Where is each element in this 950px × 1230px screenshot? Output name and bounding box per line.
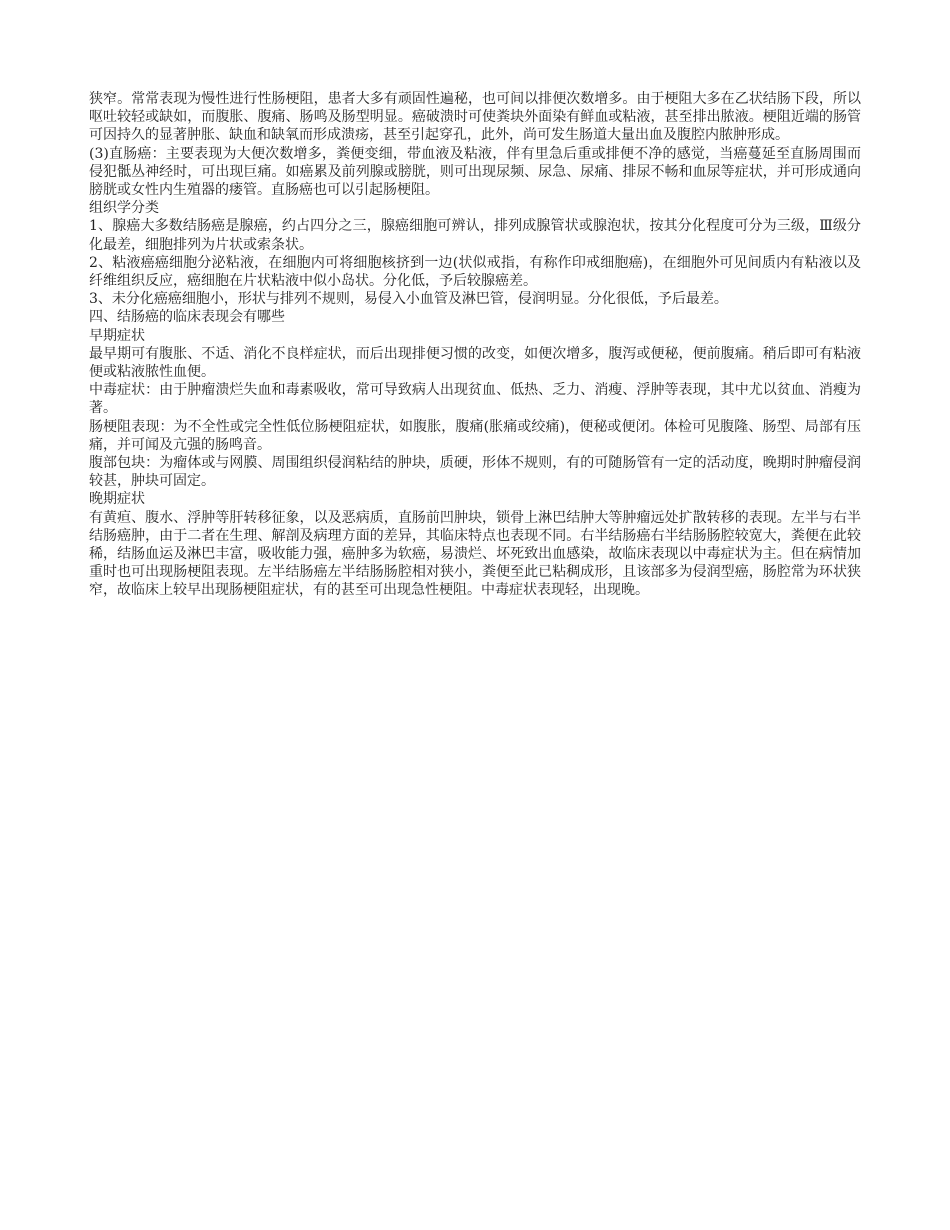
heading-clinical-manifestations: 四、结肠癌的临床表现会有哪些: [89, 309, 285, 326]
paragraph-rectal-cancer: (3)直肠癌：主要表现为大便次数增多，粪便变细，带血液及粘液，伴有里急后重或排便不净的感觉，当癌蔓延至直肠周围而侵犯骶丛神经时，可出现巨痛。如癌累及前列腺或膀胱，则可出现尿频、尿急、尿痛、排尿不畅和血尿等症状，并可形成通向膀胱或女性内生殖器的瘘管。直肠癌也可以引起肠梗阻。: [89, 145, 861, 199]
paragraph-obstruction-signs: 肠梗阻表现：为不全性或完全性低位肠梗阻症状，如腹胀，腹痛(胀痛或绞痛)，便秘或便闭。体检可见腹隆、肠型、局部有压痛，并可闻及亢强的肠鸣音。: [89, 418, 861, 453]
paragraph-mucinous-carcinoma: 2、粘液癌癌细胞分泌粘液，在细胞内可将细胞核挤到一边(状似戒指，有称作印戒细胞癌)，在细胞外可见间质内有粘液以及纤维组织反应，癌细胞在片状粘液中似小岛状。分化低，予后较腺癌差。: [89, 254, 861, 290]
paragraph-undifferentiated-carcinoma: 3、未分化癌癌细胞小，形状与排列不规则，易侵入小血管及淋巴管，侵润明显。分化很低，予后最差。: [89, 291, 728, 308]
heading-histology: 组织学分类: [89, 200, 159, 217]
paragraph-abdominal-mass: 腹部包块：为瘤体或与网膜、周围组织侵润粘结的肿块，质硬，形体不规则，有的可随肠管有一定的活动度，晚期时肿瘤侵润较甚，肿块可固定。: [89, 455, 861, 490]
paragraph-adenocarcinoma: 1、腺癌大多数结肠癌是腺癌，约占四分之三，腺癌细胞可辨认，排列成腺管状或腺泡状，按其分化程度可分为三级，Ⅲ级分化最差，细胞排列为片状或索条状。: [89, 218, 861, 253]
document-body: [89, 90, 861, 600]
heading-late-symptoms: 晚期症状: [89, 491, 145, 508]
heading-early-symptoms: 早期症状: [89, 327, 145, 344]
paragraph-late-symptoms: 有黄疸、腹水、浮肿等肝转移征象，以及恶病质，直肠前凹肿块，锁骨上淋巴结肿大等肿瘤远处扩散转移的表现。左半与右半结肠癌肿，由于二者在生理、解剖及病理方面的差异，其临床特点也表现不同。右半结肠癌右半结肠肠腔较宽大，粪便在此较稀，结肠血运及淋巴丰富，吸收能力强，癌肿多为软癌，易溃烂、坏死致出血感染，故临床表现以中毒症状为主。但在病情加重时也可出现肠梗阻表现。左半结肠癌左半结肠肠腔相对狭小，粪便至此已粘稠成形，且该部多为侵润型癌，肠腔常为环状狭窄，故临床上较早出现肠梗阻症状，有的甚至可出现急性梗阻。中毒症状表现轻，出现晚。: [89, 509, 861, 599]
paragraph-obstruction-continued: 狭窄。常常表现为慢性进行性肠梗阻，患者大多有顽固性遍秘，也可间以排便次数增多。由于梗阻大多在乙状结肠下段，所以呕吐较轻或缺如，而腹胀、腹痛、肠鸣及肠型明显。癌破溃时可使粪块外面染有鲜血或粘液，甚至排出脓液。梗阻近端的肠管可因持久的显著肿胀、缺血和缺氧而形成溃疡，甚至引起穿孔，此外，尚可发生肠道大量出血及腹腔内脓肿形成。: [89, 91, 861, 144]
paragraph-toxic-symptoms: 中毒症状：由于肿瘤溃烂失血和毒素吸收，常可导致病人出现贫血、低热、乏力、消瘦、浮肿等表现，其中尤以贫血、消瘦为著。: [89, 382, 861, 417]
paragraph-early-symptoms: 最早期可有腹胀、不适、消化不良样症状，而后出现排便习惯的改变，如便次增多，腹泻或便秘，便前腹痛。稍后即可有粘液便或粘液脓性血便。: [89, 345, 861, 381]
